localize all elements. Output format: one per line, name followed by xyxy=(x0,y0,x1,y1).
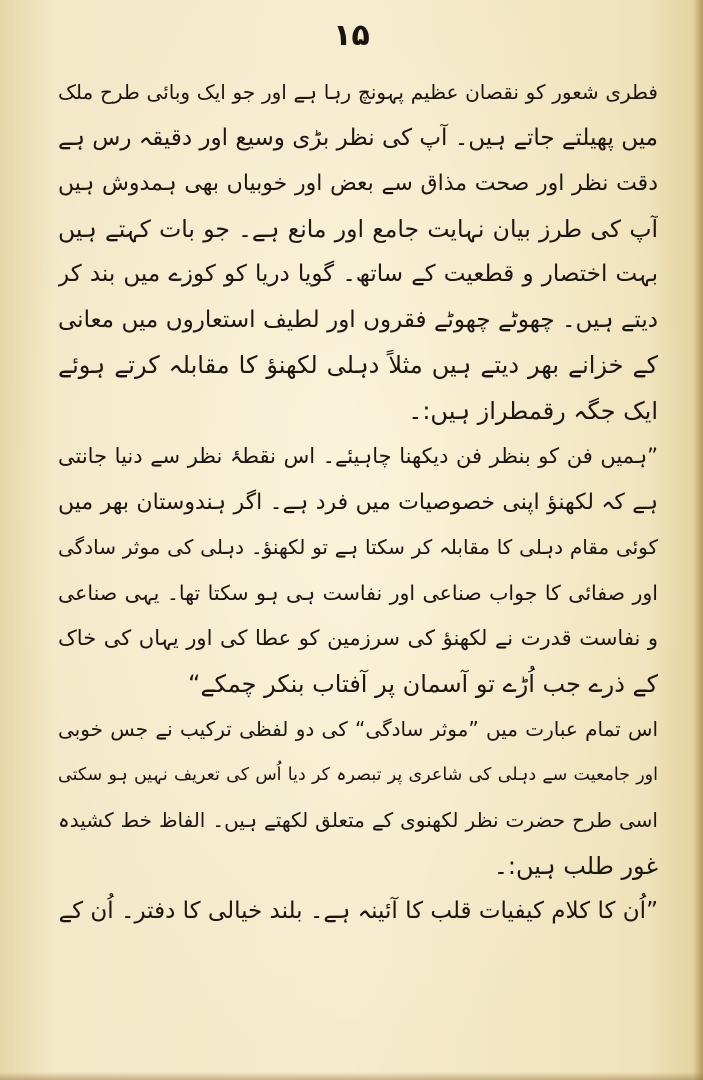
text-line: دقت نظر اور صحت مذاق سے بعض اور خوبیاں بھی ہمدوش ہیں xyxy=(58,171,658,196)
text-line: ”اُن کا کلام کیفیات قلب کا آئینہ ہے۔ بلند خیالی کا دفتر۔ اُن کے xyxy=(58,898,658,924)
text-line: اور صفائی کا جواب صناعی اور نفاست ہی ہو سکتا تھا۔ یہی صناعی xyxy=(58,580,658,605)
page-edge-shadow-right xyxy=(693,0,703,1080)
text-line: کے خزانے بھر دیتے ہیں مثلاً دہلی لکھنؤ کا مقابلہ کرتے ہوئے xyxy=(58,351,658,379)
page-number: ۱۵ xyxy=(333,18,370,53)
text-line: میں پھیلتے جاتے ہیں۔ آپ کی نظر بڑی وسیع اور دقیقہ رس ہے xyxy=(58,124,658,151)
text-line: آپ کی طرز بیان نہایت جامع اور مانع ہے۔ جو بات کہتے ہیں xyxy=(58,214,658,243)
text-line: و نفاست قدرت نے لکھنؤ کی سرزمین کو عطا کی اور یہاں کی خاک xyxy=(58,626,658,650)
text-line: اور جامعیت سے دہلی کی شاعری پر تبصرہ کر دیا اُس کی تعریف نہیں ہو سکتی xyxy=(58,764,658,785)
text-line: بہت اختصار و قطعیت کے ساتھ۔ گویا دریا کو کوزے میں بند کر xyxy=(58,261,658,287)
text-line: ہے کہ لکھنؤ اپنی خصوصیات میں فرد ہے۔ اگر ہندوستان بھر میں xyxy=(58,489,658,515)
text-line: اسی طرح حضرت نظر لکھنوی کے متعلق لکھتے ہیں۔ الفاظ خط کشیدہ xyxy=(58,808,658,832)
text-line: کے ذرے جب اُڑے تو آسمان پر آفتاب بنکر چمکے“ xyxy=(188,669,658,698)
text-line: فطری شعور کو نقصان عظیم پہونچ رہا ہے اور جو ایک وبائی طرح ملک xyxy=(58,80,658,104)
text-line: اس تمام عبارت میں ”موثر سادگی“ کی دو لفظی ترکیب نے جس خوبی xyxy=(58,717,658,741)
page-edge-shadow-bottom xyxy=(0,1072,703,1080)
text-line: کوئی مقام دہلی کا مقابلہ کر سکتا ہے تو لکھنؤ۔ دہلی کی موثر سادگی xyxy=(58,535,658,559)
text-line: غور طلب ہیں:۔ xyxy=(493,851,658,880)
text-line: دیتے ہیں۔ چھوٹے چھوٹے فقروں اور لطیف استعاروں میں معانی xyxy=(58,306,658,333)
text-line: ایک جگہ رقمطراز ہیں:۔ xyxy=(408,396,658,425)
body-text xyxy=(58,70,658,935)
text-line: ”ہمیں فن کو بنظر فن دیکھنا چاہیئے۔ اس نقطۂ نظر سے دنیا جانتی xyxy=(58,444,658,468)
